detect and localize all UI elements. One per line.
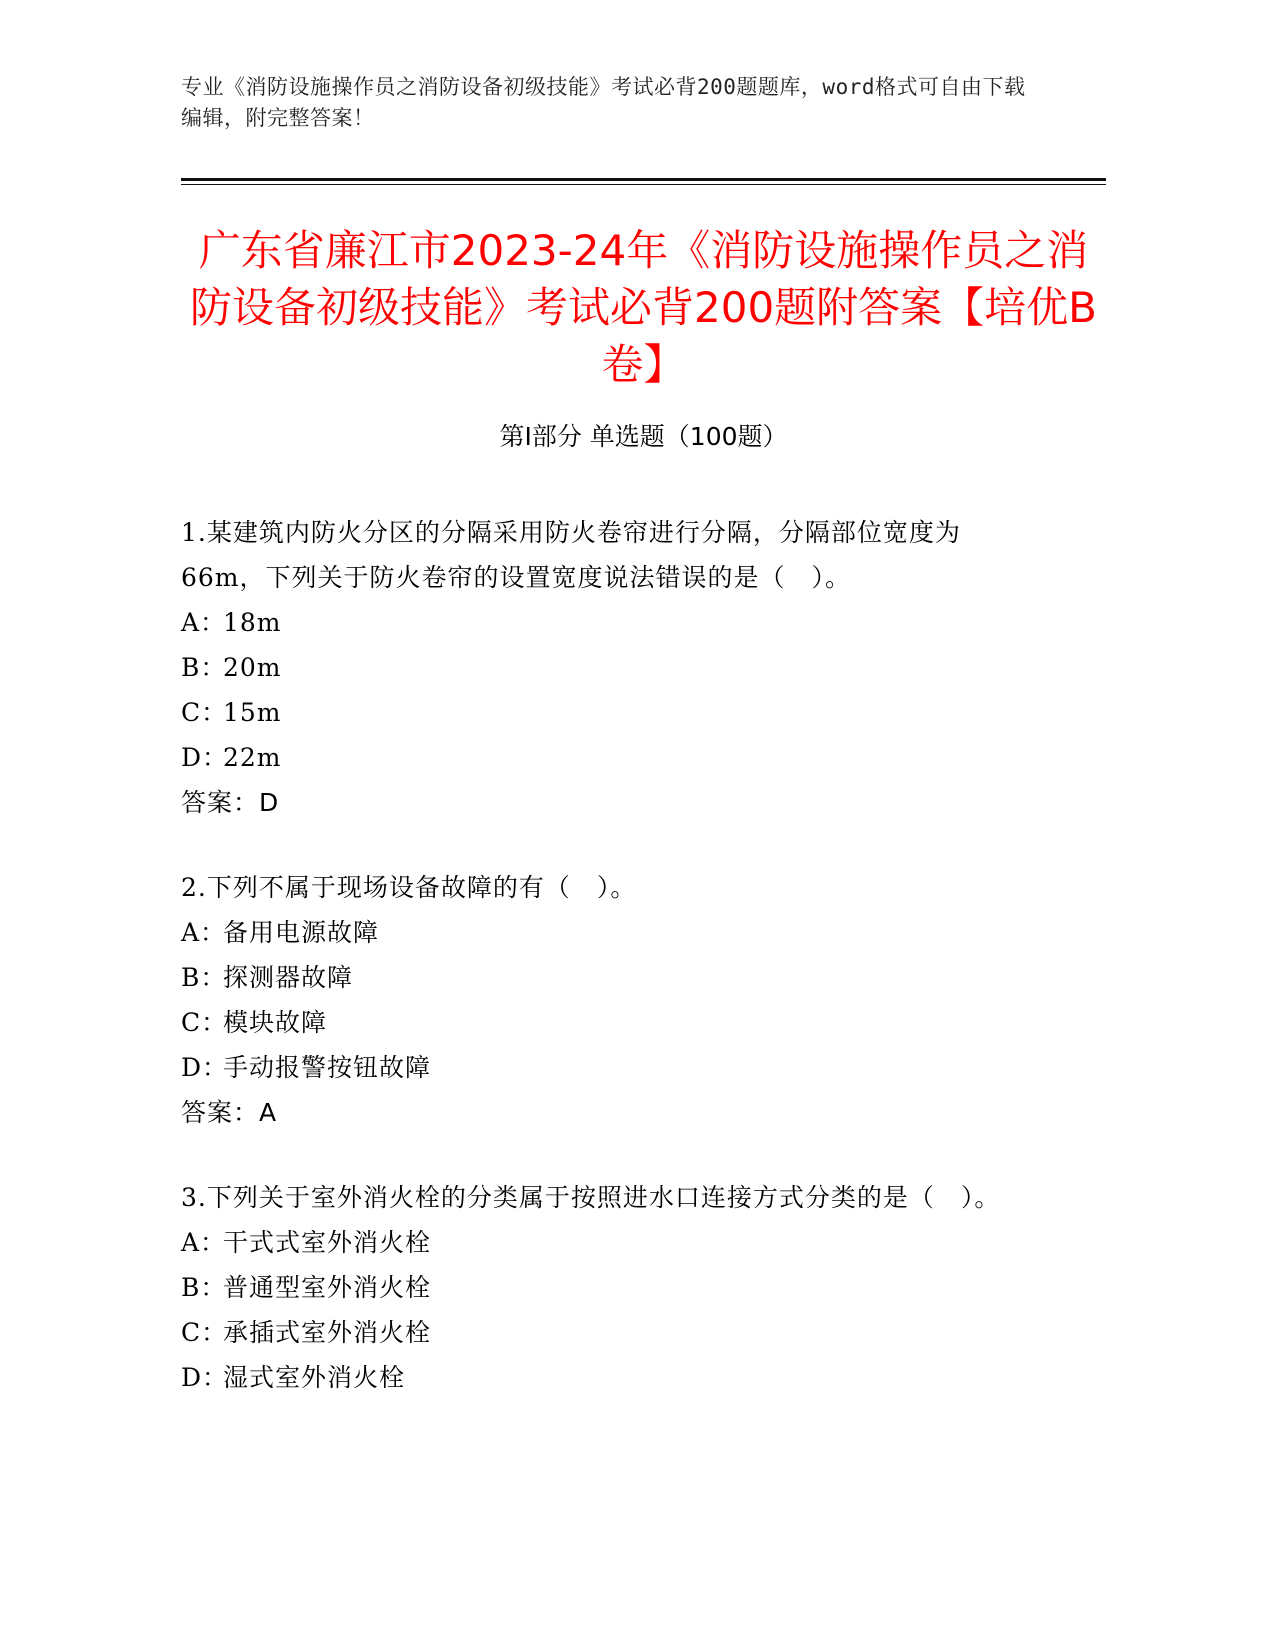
- question-stem: 2.下列不属于现场设备故障的有（ ）。: [181, 873, 637, 902]
- question-3: [181, 1175, 1041, 1400]
- header-divider-thick: [181, 178, 1106, 181]
- option-text: 湿式室外消火栓: [223, 1363, 406, 1392]
- option-text: 探测器故障: [223, 963, 354, 992]
- document-title: 广东省廉江市2023-24年《消防设施操作员之消防设备初级技能》考试必背200题附答案【培优B卷】: [190, 226, 1097, 389]
- option-text: 模块故障: [223, 1008, 328, 1037]
- option-key: A：: [181, 608, 227, 637]
- option-key: C：: [181, 1008, 228, 1037]
- option-a: [181, 1220, 1041, 1265]
- question-1: [181, 510, 1041, 825]
- option-c: [181, 1000, 1041, 1045]
- option-d: [181, 735, 1041, 780]
- option-key: B：: [181, 963, 227, 992]
- option-text: 备用电源故障: [223, 918, 380, 947]
- option-text: 15m: [223, 698, 282, 727]
- option-text: 干式式室外消火栓: [223, 1228, 432, 1257]
- question-stem: 3.下列关于室外消火栓的分类属于按照进水口连接方式分类的是（ ）。: [181, 1183, 1001, 1212]
- option-key: A：: [181, 918, 227, 947]
- option-d: [181, 1045, 1041, 1090]
- option-b: [181, 955, 1041, 1000]
- option-c: [181, 690, 1041, 735]
- option-key: D：: [181, 743, 229, 772]
- option-text: 手动报警按钮故障: [223, 1053, 432, 1082]
- option-d: [181, 1355, 1041, 1400]
- option-key: D：: [181, 1053, 229, 1082]
- option-text: 20m: [223, 653, 282, 682]
- option-c: [181, 1310, 1041, 1355]
- question-2: [181, 865, 1041, 1135]
- option-key: B：: [181, 653, 227, 682]
- answer-line: 答案：D: [181, 788, 280, 817]
- option-text: 18m: [223, 608, 282, 637]
- option-key: C：: [181, 698, 228, 727]
- option-a: [181, 600, 1041, 645]
- option-text: 22m: [223, 743, 282, 772]
- question-stem: 1.某建筑内防火分区的分隔采用防火卷帘进行分隔，分隔部位宽度为66m，下列关于防火卷帘的设置宽度说法错误的是（ ）。: [181, 518, 961, 592]
- option-text: 承插式室外消火栓: [223, 1318, 432, 1347]
- option-key: C：: [181, 1318, 228, 1347]
- question-list: [181, 510, 1041, 1440]
- answer-line: 答案：A: [181, 1098, 278, 1127]
- header-note: 专业《消防设施操作员之消防设备初级技能》考试必背200题题库，word格式可自由下载编辑，附完整答案！: [181, 75, 1026, 130]
- option-b: [181, 1265, 1041, 1310]
- option-key: D：: [181, 1363, 229, 1392]
- header-divider-thin: [181, 184, 1106, 185]
- section-heading: 第Ⅰ部分 单选题（100题）: [499, 422, 788, 451]
- option-a: [181, 910, 1041, 955]
- option-key: B：: [181, 1273, 227, 1302]
- option-text: 普通型室外消火栓: [223, 1273, 432, 1302]
- option-b: [181, 645, 1041, 690]
- option-key: A：: [181, 1228, 227, 1257]
